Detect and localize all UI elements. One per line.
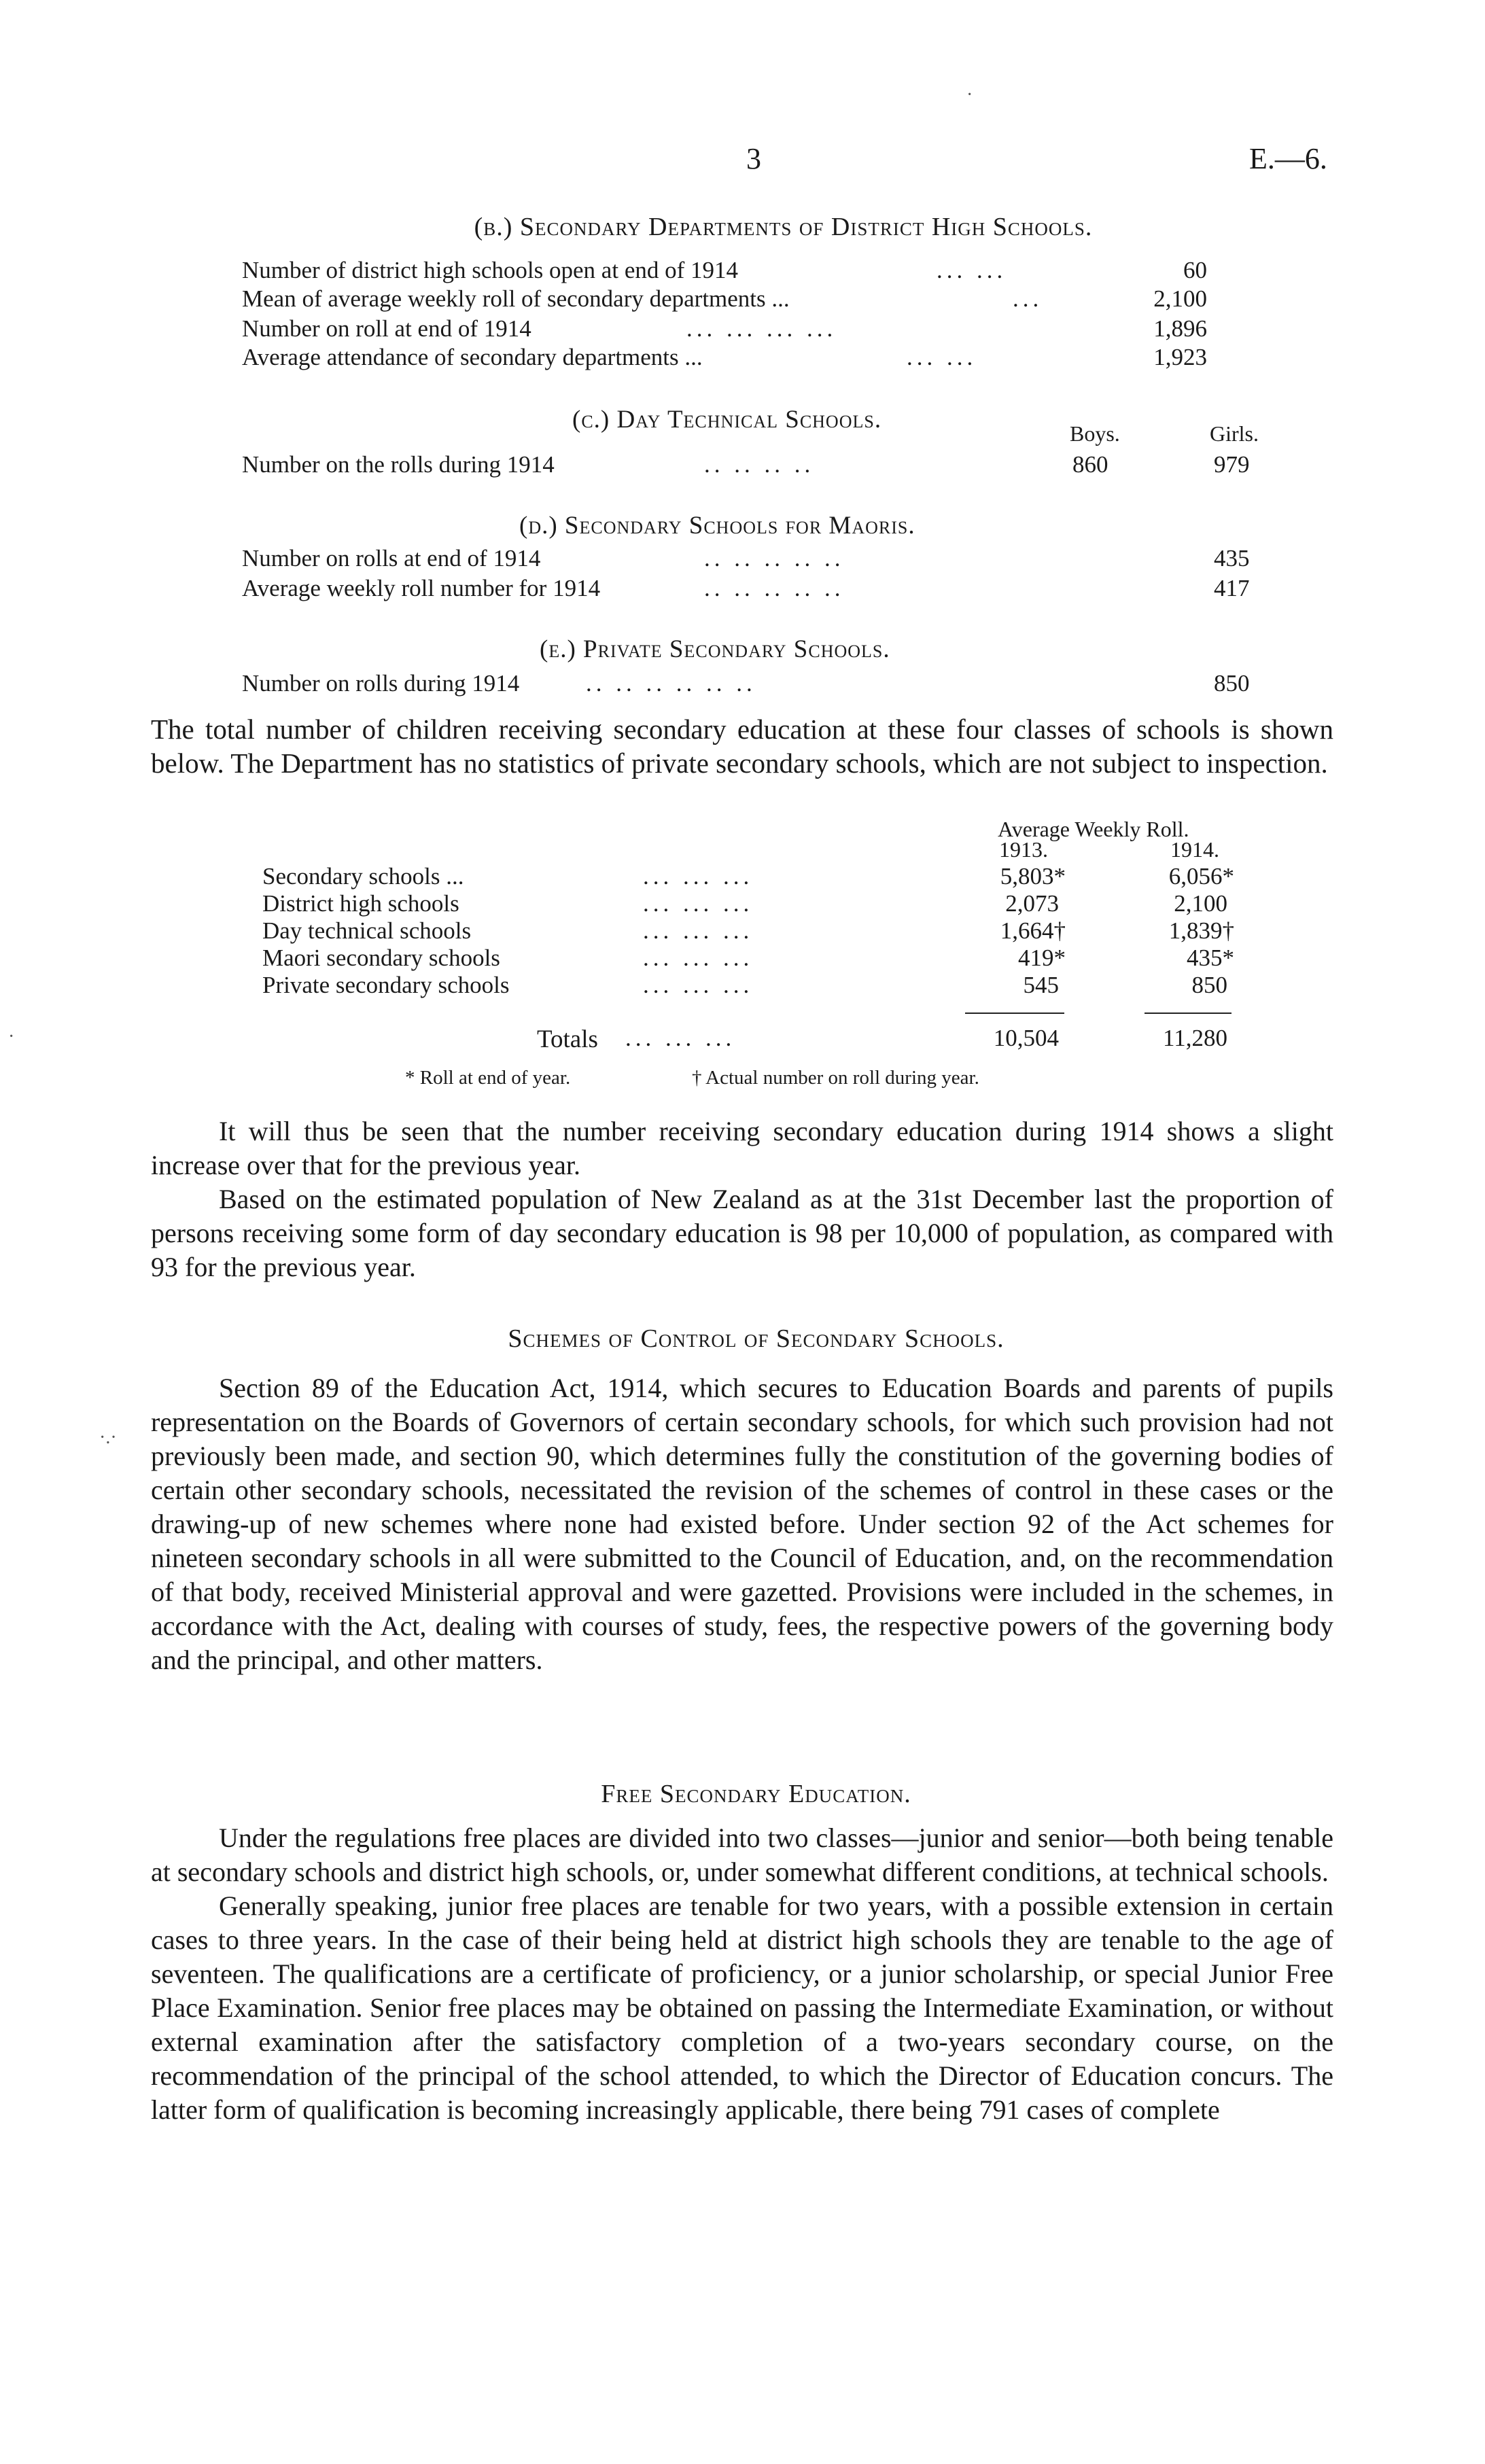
roll-table-row-label: Secondary schools ... — [262, 863, 464, 890]
section-b-row-label: Average attendance of secondary departments ... — [242, 344, 703, 370]
roll-table-row-dots: ... ... ... — [643, 863, 754, 890]
section-b-row-value: 1,923 — [1153, 344, 1207, 370]
roll-table-row-1913: 545 — [1023, 972, 1059, 998]
section-b-row-label: Number on roll at end of 1914 — [242, 315, 531, 342]
roll-table-total-rule-1913 — [965, 1013, 1064, 1014]
section-c-boys-value: 860 — [1072, 451, 1108, 478]
section-b-row-dots: ... — [1013, 285, 1043, 312]
section-b-row-value: 1,896 — [1153, 315, 1207, 342]
section-e-row-label: Number on rolls during 1914 — [242, 670, 520, 697]
section-b-row-label: Mean of average weekly roll of secondary departments ... — [242, 285, 790, 312]
free-education-paragraph-1: Under the regulations free places are divided into two classes—junior and senior—both being tenable at secondary schools and district high schools, or, under somewhat different conditions, at technical schools. — [151, 1823, 1333, 1887]
roll-table-footnote-dagger: † Actual number on roll during year. — [692, 1067, 979, 1089]
roll-table-row-1913: 5,803* — [1000, 863, 1066, 890]
roll-table-row-dots: ... ... ... — [643, 890, 754, 917]
section-c-col-girls: Girls. — [1210, 421, 1259, 446]
document-reference: E.—6. — [1249, 142, 1327, 175]
section-b-row-value: 2,100 — [1153, 285, 1207, 312]
section-b-row-value: 60 — [1183, 257, 1207, 283]
roll-table-footnote-star: * Roll at end of year. — [405, 1067, 571, 1089]
roll-table-row-1913: 419* — [1018, 945, 1066, 971]
roll-table-row-dots: ... ... ... — [643, 945, 754, 971]
scan-mark-margin: ·.· — [99, 1427, 117, 1448]
section-c-row-label: Number on the rolls during 1914 — [242, 451, 555, 478]
roll-table-row-1913: 1,664† — [1000, 917, 1066, 944]
section-b-row-dots: ... ... — [937, 257, 1007, 283]
section-d-row-label: Average weekly roll number for 1914 — [242, 575, 601, 601]
roll-table-total-rule-1914 — [1145, 1013, 1231, 1014]
free-education-paragraph-2: Generally speaking, junior free places are tenable for two years, with a possible extension in certain cases to three years. In the case of their being held at district high schools they are tenable to the age of seventeen. The qualifications are a certificate of proficiency, or a junior scholarship, or special Junior Free Place Examination. Senior free places may be obtained on passing the Intermediate Examination, or without external examination after the satisfactory completion of a two-years secondary course, on the recommendation of the principal of the school attended, to which the Director of Education concurs. The latter form of qualification is becoming increasingly applicable, there being 791 cases of complete — [151, 1890, 1333, 2125]
roll-table-total-1913: 10,504 — [993, 1025, 1059, 1051]
roll-table-totals-dots: ... ... ... — [625, 1025, 736, 1051]
roll-table-group-header: Average Weekly Roll. — [998, 817, 1189, 841]
roll-table-col-1914: 1914. — [1170, 837, 1219, 862]
roll-table-row-1914: 435* — [1187, 945, 1234, 971]
roll-table-row-1914: 6,056* — [1168, 863, 1234, 890]
section-d-title: (d.) Secondary Schools for Maoris. — [519, 512, 915, 540]
roll-table-row-label: District high schools — [262, 890, 459, 917]
roll-table-row-1914: 850 — [1191, 972, 1227, 998]
section-e-row-dots: .. .. .. .. .. .. — [586, 670, 756, 697]
scan-mark-top: · — [966, 84, 973, 105]
section-b-title: (b.) Secondary Departments of District High Schools. — [474, 213, 1093, 241]
section-c-col-boys: Boys. — [1070, 421, 1120, 446]
roll-table-row-label: Maori secondary schools — [262, 945, 500, 971]
intro-paragraph — [151, 712, 1333, 780]
schemes-paragraph — [151, 1371, 1333, 1677]
section-c-row-dots: .. .. .. .. — [704, 451, 815, 478]
roll-table-row-dots: ... ... ... — [643, 917, 754, 944]
schemes-heading: Schemes of Control of Secondary Schools. — [508, 1324, 1004, 1353]
schemes-paragraph-text: Section 89 of the Education Act, 1914, which secures to Education Boards and parents of pupils representation on the Boards of Governors of certain secondary schools, for which such provision had not previously been made, and section 90, which determines fully the constitution of the governing bodies of certain other secondary schools, necessitated the revision of the schemes of control in these cases or the drawing-up of new schemes where none had existed before. Under section 92 of the Act schemes for nineteen secondary schools in all were submitted to the Council of Education, and, on the recommendation of that body, received Ministerial approval and were gazetted. Provisions were included in the schemes, in accordance with the Act, dealing with courses of study, fees, the respective powers of the governing body and the principal, and other matters. — [151, 1373, 1333, 1675]
section-b-row-dots: ... ... — [907, 344, 977, 370]
section-d-row-dots: .. .. .. .. .. — [704, 575, 845, 601]
roll-table-row-dots: ... ... ... — [643, 972, 754, 998]
roll-table-totals-label: Totals — [537, 1025, 598, 1053]
section-c-girls-value: 979 — [1214, 451, 1250, 478]
scan-mark-left: · — [8, 1026, 15, 1047]
increase-paragraph — [151, 1114, 1333, 1284]
section-d-row-value: 435 — [1214, 545, 1250, 571]
free-education-paragraphs — [151, 1821, 1333, 2127]
increase-paragraph-text: It will thus be seen that the number receiving secondary education during 1914 shows a slight increase over that for the previous year. — [151, 1116, 1333, 1180]
section-d-row-label: Number on rolls at end of 1914 — [242, 545, 541, 571]
roll-table-row-label: Day technical schools — [262, 917, 472, 944]
roll-table-row-1914: 2,100 — [1174, 890, 1227, 917]
section-d-row-value: 417 — [1214, 575, 1250, 601]
section-e-title: (e.) Private Secondary Schools. — [540, 635, 890, 663]
roll-table-total-1914: 11,280 — [1163, 1025, 1227, 1051]
section-b-row-label: Number of district high schools open at end of 1914 — [242, 257, 739, 283]
intro-paragraph-text: The total number of children receiving secondary education at these four classes of schools is shown below. The Department has no statistics of private secondary schools, which are not subject to inspection. — [151, 714, 1333, 779]
free-education-heading: Free Secondary Education. — [601, 1780, 911, 1808]
section-d-row-dots: .. .. .. .. .. — [704, 545, 845, 571]
roll-table-row-1913: 2,073 — [1005, 890, 1059, 917]
roll-table-row-1914: 1,839† — [1168, 917, 1234, 944]
section-b-row-dots: ... ... ... ... — [686, 315, 837, 342]
population-paragraph-text: Based on the estimated population of New Zealand as at the 31st December last the proportion of persons receiving some form of day secondary education is 98 per 10,000 of population, as compared with 93 for the previous year. — [151, 1184, 1333, 1282]
section-c-title: (c.) Day Technical Schools. — [572, 406, 882, 434]
section-e-row-value: 850 — [1214, 670, 1250, 697]
page-number: 3 — [746, 142, 761, 175]
roll-table-col-1913: 1913. — [999, 837, 1048, 862]
roll-table-row-label: Private secondary schools — [262, 972, 510, 998]
